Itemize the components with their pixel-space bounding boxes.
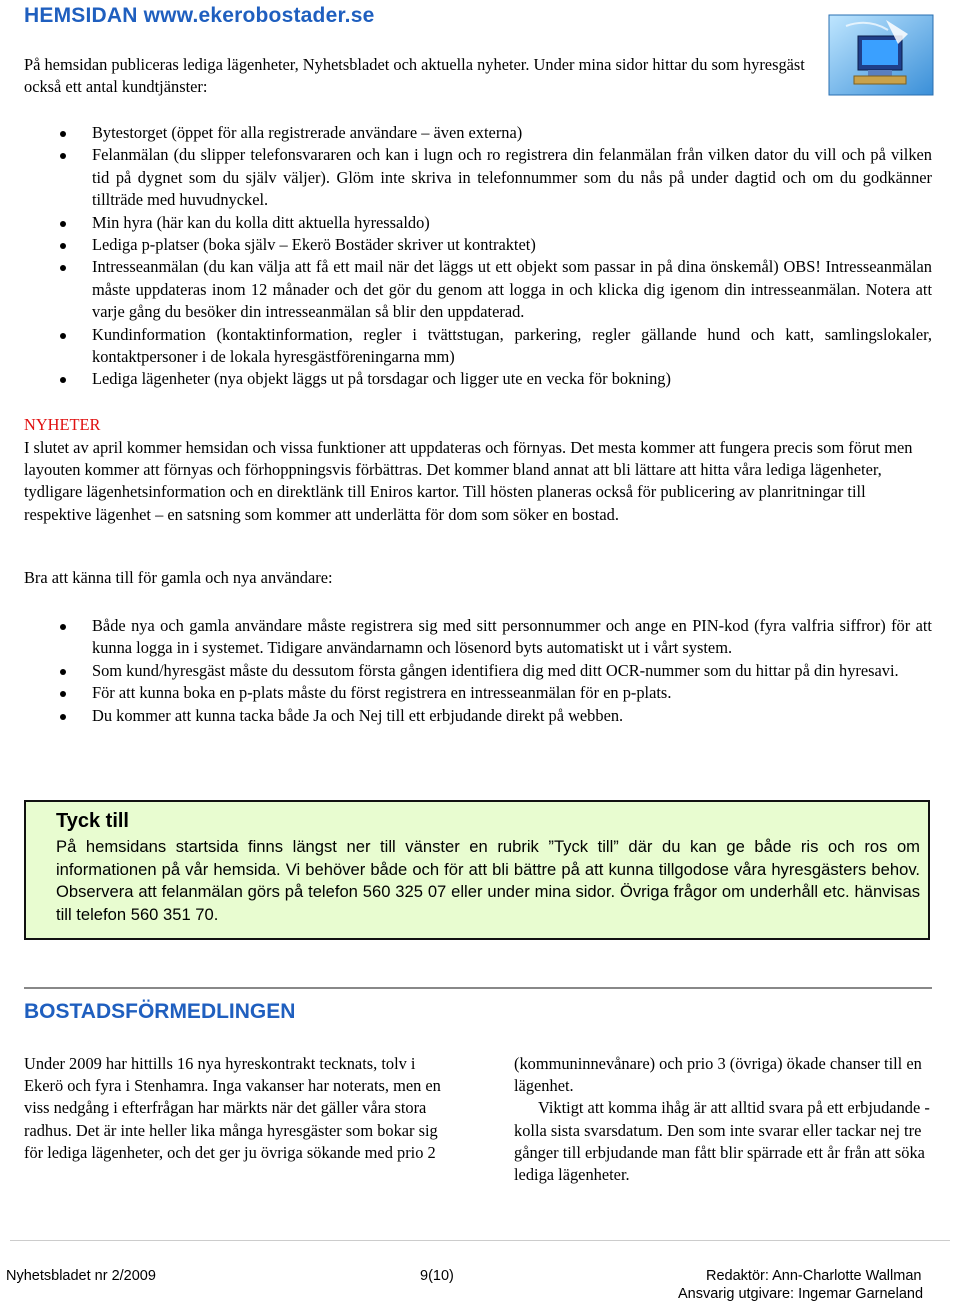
bostad-paragraph: Viktigt att komma ihåg är att alltid svara på ett erbjudande - kolla sista svarsdatum. Den som inte svarar eller tackar nej tre gånger till erbjudande man fått blir spärrade ett år från att söka lediga lägenheter. <box>514 1098 930 1185</box>
footer-divider <box>10 1240 950 1241</box>
list-item: Både nya och gamla användare måste registrera sig med sitt personnummer och ange en PIN-kod (fyra valfria siffror) för att kunna logga in i systemet. Tidigare användarnamn och lösenord byts automatiskt ut i vårt system. <box>24 615 932 660</box>
list-item: Bytestorget (öppet för alla registrerade användare – även externa) <box>24 122 932 144</box>
footer-editor: Redaktör: Ann-Charlotte Wallman <box>706 1268 922 1284</box>
news-paragraph: I slutet av april kommer hemsidan och vissa funktioner att uppdateras och förnyas. Det mesta kommer att fungera precis som förut men layouten kommer att förnyas och förhoppningsvis förbättras. Det kommer bland annat att bli lättare att hitta våra lediga lägenheter, tydligare lägenhetsinformation och en direktlänk till Eniros kartor. Till hösten planeras också för publicering av planritningar till respektive lägenhet – en satsning som kommer att underlätta för dom som söker en bostad. <box>24 438 913 524</box>
section-divider <box>24 987 932 989</box>
page-title: HEMSIDAN www.ekerobostader.se <box>24 4 375 27</box>
services-list <box>24 122 932 391</box>
bostad-column-right <box>514 1053 958 1186</box>
list-item: För att kunna boka en p-plats måste du först registrera en intresseanmälan för en p-plats. <box>24 682 932 704</box>
tips-heading: Bra att känna till för gamla och nya användare: <box>24 568 333 587</box>
tips-list <box>24 615 932 727</box>
list-item: Kundinformation (kontaktinformation, regler i tvättstugan, parkering, regler gällande hund och katt, samlingslokaler, kontaktpersoner i de lokala hyresgästföreningarna mm) <box>24 324 932 369</box>
tyck-till-box <box>24 800 930 940</box>
intro-paragraph: På hemsidan publiceras lediga lägenheter, Nyhetsbladet och aktuella nyheter. Under mina sidor hittar du som hyresgäst också ett antal kundtjänster: <box>24 55 805 96</box>
footer-issue: Nyhetsbladet nr 2/2009 <box>6 1268 156 1284</box>
list-item: Lediga lägenheter (nya objekt läggs ut på torsdagar och ligger ute en vecka för bokning) <box>24 368 932 390</box>
bostad-column-left: Under 2009 har hittills 16 nya hyreskontrakt tecknats, tolv i Ekerö och fyra i Stenhamra. Inga vakanser har noterats, men en viss nedgång i efterfrågan har märkts när det gäller våra stora radhus. Det är inte heller lika många hyresgäster som bokar sig för lediga lägenheter, och det ger ju övriga sökande med prio 2 <box>24 1054 441 1162</box>
footer-publisher: Ansvarig utgivare: Ingemar Garneland <box>678 1286 924 1302</box>
list-item: Du kommer att kunna tacka både Ja och Nej till ett erbjudande direkt på webben. <box>24 705 932 727</box>
computer-icon <box>828 14 934 96</box>
news-heading: NYHETER <box>24 415 101 434</box>
tyck-till-body: På hemsidans startsida finns längst ner till vänster en rubrik ”Tyck till” där du kan ge både ris och ros om informationen på vår hemsida. Vi behöver både och för att bli bättre på att kunna tillgodose våra hyresgästers behov. Observera att felanmälan görs på telefon 560 325 07 eller under mina sidor. Övriga frågor om underhåll etc. hänvisas till telefon 560 351 70. <box>56 837 920 924</box>
list-item: Felanmälan (du slipper telefonsvararen och kan i lugn och ro registrera din felanmälan från vilken dator du vill och på vilken tid på dygnet som du själv väljer). Glöm inte skriva in telefonnummer som du nås på under dagtid och om du godkänner tillträde med huvudnyckel. <box>24 144 932 211</box>
tyck-till-title: Tyck till <box>56 810 129 832</box>
list-item: Intresseanmälan (du kan välja att få ett mail när det läggs ut ett objekt som passar in på dina önskemål) OBS! Intresseanmälan måste uppdateras inom 12 månader och det gör du genom att logga in och klicka dig igenom din intresseanmälan. Notera att varje gång du besöker din intresseanmälan så blir den uppdaterad. <box>24 256 932 323</box>
footer-page-number: 9(10) <box>420 1268 454 1284</box>
bostad-paragraph: (kommuninnevånare) och prio 3 (övriga) ökade chanser till en lägenhet. <box>514 1054 922 1096</box>
list-item: Som kund/hyresgäst måste du dessutom första gången identifiera dig med ditt OCR-nummer som du hittar på din hyresavi. <box>24 660 932 682</box>
list-item: Min hyra (här kan du kolla ditt aktuella hyressaldo) <box>24 212 932 234</box>
section-title: BOSTADSFÖRMEDLINGEN <box>24 1000 296 1023</box>
list-item: Lediga p-platser (boka själv – Ekerö Bostäder skriver ut kontraktet) <box>24 234 932 256</box>
